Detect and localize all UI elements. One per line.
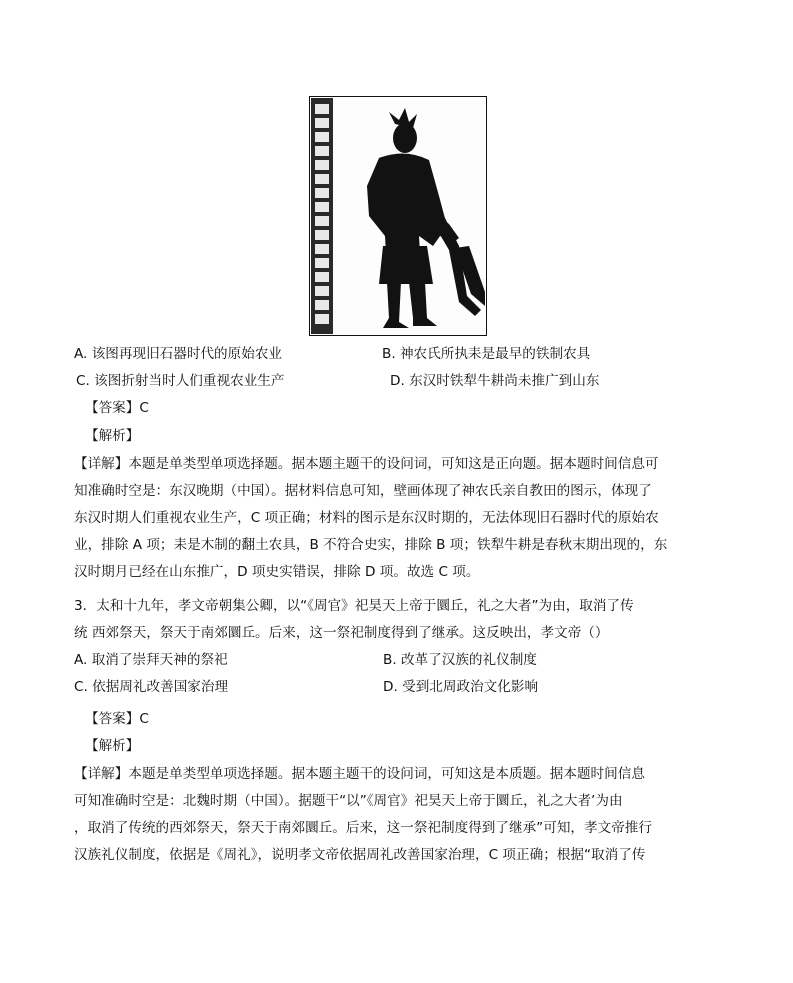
q3-detail-line: 【详解】本题是单类型单项选择题。据本题主题干的设问词，可知这是本质题。据本题时间信息	[74, 766, 645, 782]
q2-answer: 【答案】C	[85, 400, 149, 416]
q2-option-a: A. 该图再现旧石器时代的原始农业	[74, 346, 283, 362]
q3-option-d: D. 受到北周政治文化影响	[383, 679, 539, 695]
q2-option-b: B. 神农氏所执耒是最早的铁制农具	[382, 346, 591, 362]
q3-analysis-heading: 【解析】	[85, 738, 140, 754]
q2-analysis-heading: 【解析】	[85, 428, 140, 444]
q2-detail-line: 汉时期月已经在山东推广，D 项史实错误，排除 D 项。故选 C 项。	[74, 564, 480, 580]
q3-option-a: A. 取消了崇拜天神的祭祀	[74, 652, 228, 668]
q2-detail-line: 【详解】本题是单类型单项选择题。据本题主题干的设问词，可知这是正向题。据本题时间信息可	[74, 456, 659, 472]
q3-detail-line: 可知准确时空是：北魏时期（中国）。据题干“以”《周官》祀昊天上帝于圜丘，礼之大者’为由	[74, 793, 623, 809]
q2-detail-line: 业，排除 A 项；耒是木制的翻土农具，B 不符合史实，排除 B 项；铁犁牛耕是春秋末期出现的，东	[74, 537, 668, 553]
q3-option-b: B. 改革了汉族的礼仪制度	[383, 652, 537, 668]
q3-stem-line: 3．太和十九年，孝文帝朝集公卿，以“《周官》祀昊天上帝于圜丘，礼之大者”为由，取消了传	[74, 598, 634, 614]
q3-option-c: C. 依据周礼改善国家治理	[74, 679, 229, 695]
q3-detail-line: 汉族礼仪制度，依据是《周礼》，说明孝文帝依据周礼改善国家治理，C 项正确；根据“取消了传	[74, 847, 646, 863]
q3-answer: 【答案】C	[85, 711, 149, 727]
q2-option-c: C. 该图折射当时人们重视农业生产	[76, 373, 285, 389]
q2-option-d: D. 东汉时铁犁牛耕尚未推广到山东	[390, 373, 600, 389]
q2-detail-line: 知准确时空是：东汉晚期（中国）。据材料信息可知，壁画体现了神农氏亲自教田的图示，体现了	[74, 483, 652, 499]
q2-detail-line: 东汉时期人们重视农业生产，C 项正确；材料的图示是东汉时期的，无法体现旧石器时代的原始农	[74, 510, 659, 526]
shennong-rubbing-image	[309, 96, 487, 336]
q3-detail-line: ，取消了传统的西郊祭天，祭天于南郊圜丘。后来，这一祭祀制度得到了继承”可知，孝文帝推行	[74, 820, 652, 836]
q3-stem-line: 统 西郊祭天，祭天于南郊圜丘。后来，这一祭祀制度得到了继承。这反映出，孝文帝（）	[74, 625, 609, 641]
